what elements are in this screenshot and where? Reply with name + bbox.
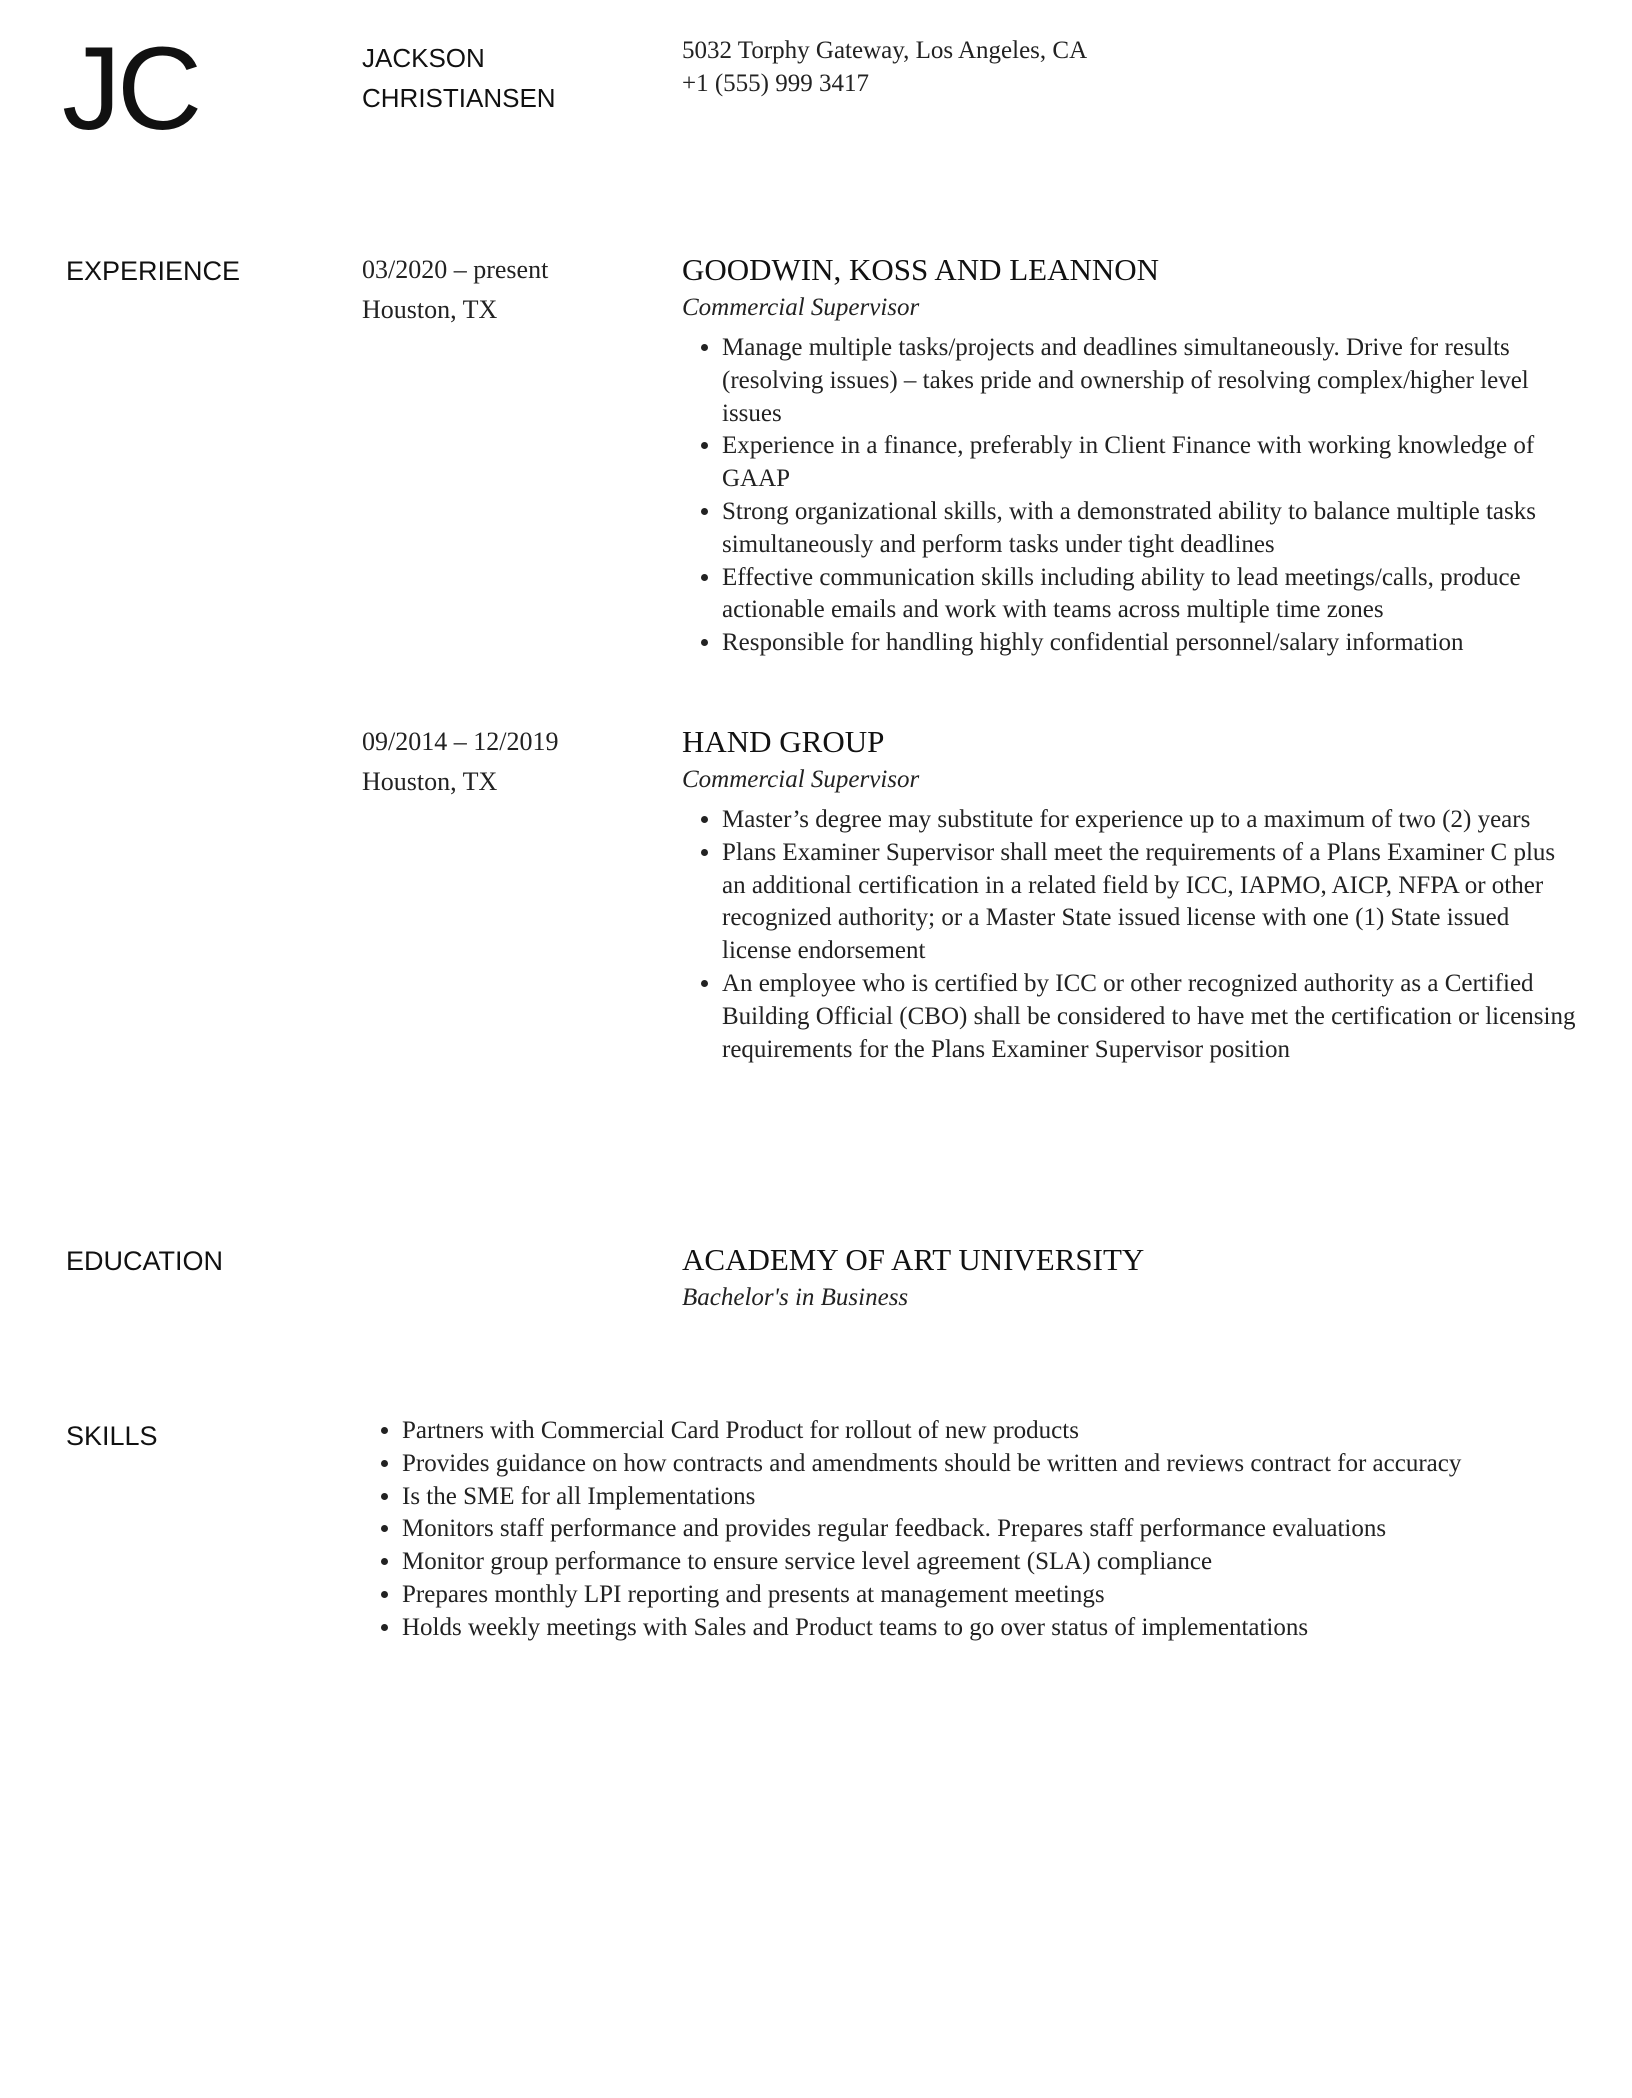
job-entry [682, 722, 1582, 1066]
skill-item: • Partners with Commercial Card Product for rollout of new products [402, 1415, 1602, 1448]
initials-monogram: JC [62, 23, 199, 155]
skill-item: • Is the SME for all Implementations [402, 1481, 1602, 1514]
job-bullet: • Effective communication skills including ability to lead meetings/calls, produce actionable emails and work with teams across multiple time zones [722, 562, 1582, 628]
skill-item: • Prepares monthly LPI reporting and presents at management meetings [402, 1579, 1602, 1612]
phone: +1 (555) 999 3417 [682, 70, 869, 97]
contact-info [682, 34, 1087, 100]
job-bullet: • Experience in a finance, preferably in Client Finance with working knowledge of GAAP [722, 430, 1582, 496]
candidate-name [362, 38, 556, 118]
skill-item: • Holds weekly meetings with Sales and Product teams to go over status of implementations [402, 1612, 1602, 1645]
job-dates: 03/2020 – present [362, 255, 549, 284]
job-bullet: • Master’s degree may substitute for experience up to a maximum of two (2) years [722, 804, 1582, 837]
job-bullet: • Manage multiple tasks/projects and deadlines simultaneously. Drive for results (resolving issues) – takes pride and ownership of resolving complex/higher level issues [722, 332, 1582, 430]
job-bullets [682, 804, 1582, 1066]
section-heading-experience: EXPERIENCE [66, 256, 241, 286]
job-role: Commercial Supervisor [682, 294, 920, 321]
job-bullet: • Responsible for handling highly confidential personnel/salary information [722, 627, 1582, 660]
skills-list [362, 1415, 1602, 1645]
job-meta [362, 250, 548, 330]
skill-item: • Provides guidance on how contracts and amendments should be written and reviews contract for accuracy [402, 1448, 1602, 1481]
last-name: CHRISTIANSEN [362, 83, 556, 113]
first-name: JACKSON [362, 43, 485, 73]
section-heading-education: EDUCATION [66, 1246, 224, 1276]
company-name: HAND GROUP [682, 724, 885, 759]
job-dates: 09/2014 – 12/2019 [362, 727, 559, 756]
school-name: ACADEMY OF ART UNIVERSITY [682, 1242, 1145, 1277]
job-role: Commercial Supervisor [682, 766, 920, 793]
job-bullets [682, 332, 1582, 660]
job-entry [682, 250, 1582, 660]
skill-item: • Monitors staff performance and provides regular feedback. Prepares staff performance evaluations [402, 1513, 1602, 1546]
company-name: GOODWIN, KOSS AND LEANNON [682, 252, 1160, 287]
job-bullet: • Strong organizational skills, with a demonstrated ability to balance multiple tasks simultaneously and perform tasks under tight deadlines [722, 496, 1582, 562]
job-bullet: • An employee who is certified by ICC or other recognized authority as a Certified Building Official (CBO) shall be considered to have met the certification or licensing requirements for the Plans Examiner Supervisor position [722, 968, 1582, 1066]
skill-item: • Monitor group performance to ensure service level agreement (SLA) compliance [402, 1546, 1602, 1579]
job-location: Houston, TX [362, 295, 498, 324]
degree: Bachelor's in Business [682, 1284, 909, 1311]
job-bullet: • Plans Examiner Supervisor shall meet the requirements of a Plans Examiner C plus an additional certification in a related field by ICC, IAPMO, AICP, NFPA or other recognized authority; or a Master State issued license with one (1) State issued license endorsement [722, 837, 1582, 968]
education-entry [682, 1240, 1582, 1316]
section-heading-skills: SKILLS [66, 1421, 158, 1451]
job-location: Houston, TX [362, 767, 498, 796]
address: 5032 Torphy Gateway, Los Angeles, CA [682, 37, 1088, 64]
job-meta [362, 722, 558, 802]
